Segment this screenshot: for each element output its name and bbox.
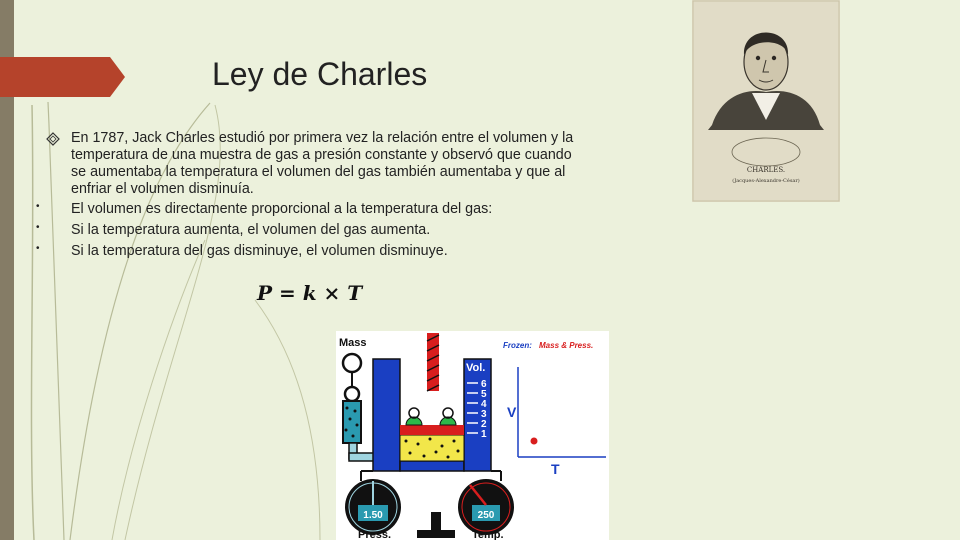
bullet-text: El volumen es directamente proporcional a la temperatura del gas: [71,201,493,218]
charles-law-simulation [336,331,609,540]
vol-tick-label: 5 [481,389,487,400]
bullet-item [36,243,580,260]
temperature-gauge-value: 250 [477,510,495,521]
portrait-caption-full: (Jacques-Alexandre-César) [732,178,800,184]
graph-t-axis-label: T [551,461,560,477]
formula: P = k × T [257,281,363,305]
bullet-item [36,222,580,239]
mass-label: Mass [339,337,367,349]
volume-label: Vol. [466,362,486,374]
pressure-gauge-label: Press. [358,529,392,540]
vol-tick-label: 4 [481,399,487,410]
vol-tick-label: 3 [481,409,487,420]
temperature-gauge-label: Temp. [472,529,504,540]
intro-paragraph [50,130,580,197]
diamond-bullet-icon [46,132,60,146]
bullet-text: Si la temperatura del gas disminuye, el volumen disminuye. [71,243,448,260]
pressure-gauge-value: 1.50 [363,510,383,521]
bullet-item [36,201,580,218]
portrait-caption-name: CHARLES. [746,166,786,174]
slide-body [36,130,580,260]
vol-tick-label: 1 [481,429,487,440]
paragraph-text: En 1787, Jack Charles estudió por primera vez la relación entre el volumen y la temperatura de una muestra de gas a presión constante y observó que cuando se aumentaba la temperatura el volumen del gas también aumentaba y que al enfriar el volumen disminuía. [71,130,574,197]
vol-tick-label: 6 [481,379,487,390]
bullet-dot-icon: • [36,243,40,255]
slide-title: Ley de Charles [212,56,428,92]
frozen-items: Mass & Press. [539,341,594,350]
bullet-dot-icon: • [36,222,40,234]
vol-tick-label: 2 [481,419,487,430]
bullet-text: Si la temperatura aumenta, el volumen del gas aumenta. [71,222,431,239]
bullet-dot-icon: • [36,201,40,213]
charles-portrait [692,0,840,202]
graph-state-point [531,438,538,445]
graph-v-axis-label: V [507,404,517,420]
frozen-label: Frozen: [503,341,532,350]
